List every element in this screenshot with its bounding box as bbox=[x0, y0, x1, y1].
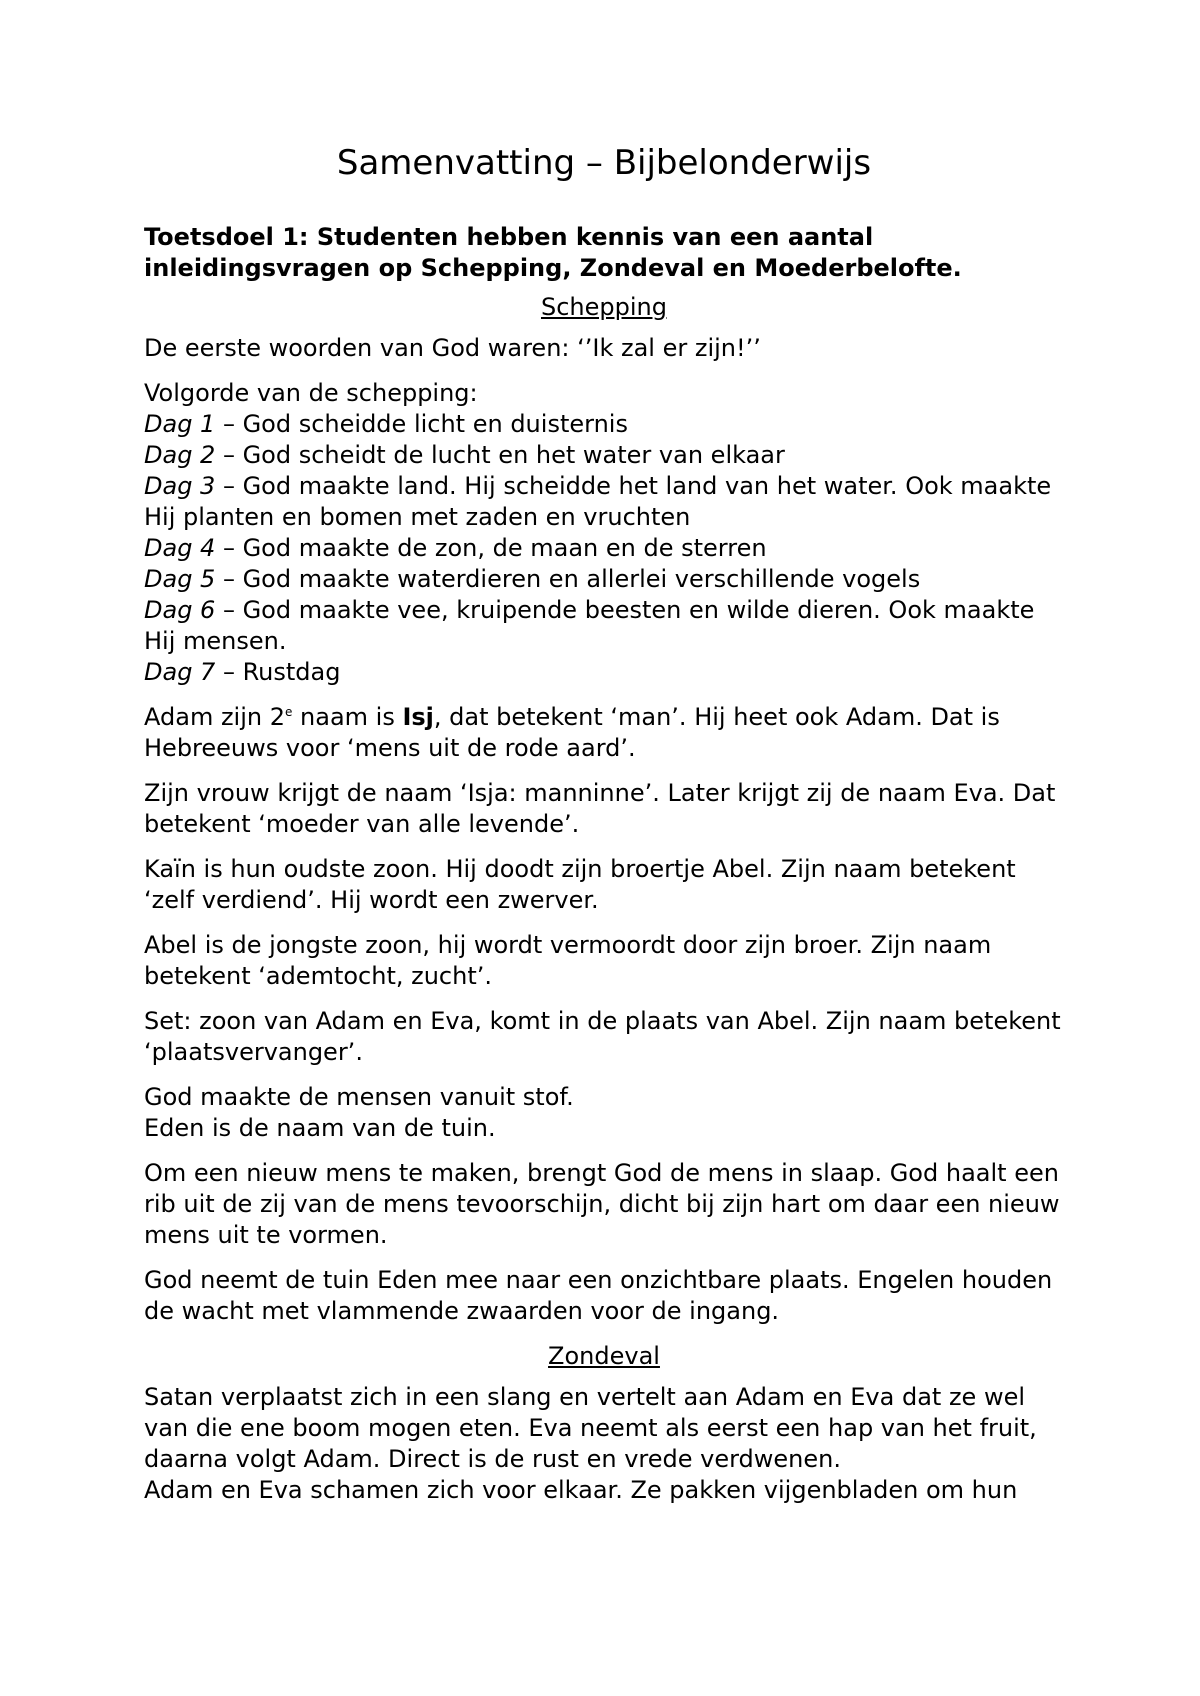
day-item-3 bbox=[144, 471, 1064, 533]
adam-name-isj: Isj bbox=[402, 703, 434, 731]
adam-superscript: e bbox=[285, 705, 293, 719]
section-heading-schepping: Schepping bbox=[541, 293, 667, 321]
adam-text-c: , dat betekent ‘man’. Hij heet ook Adam. Dat is Hebreeuws voor ‘mens uit de rode aard’. bbox=[144, 703, 1000, 762]
paragraph-first-words: De eerste woorden van God waren: ‘’Ik zal er zijn!’’ bbox=[144, 334, 761, 362]
day-label: Dag 3 bbox=[144, 472, 216, 500]
toetsdoel-heading: Toetsdoel 1: Studenten hebben kennis van een aantal inleidingsvragen op Schepping, Zondeval en Moederbelofte. bbox=[144, 223, 962, 282]
day-text: – God scheidt de lucht en het water van elkaar bbox=[215, 441, 785, 469]
creation-order-list bbox=[144, 378, 1064, 688]
day-item-1 bbox=[144, 409, 1064, 440]
paragraph-abel: Abel is de jongste zoon, hij wordt vermoordt door zijn broer. Zijn naam betekent ‘ademtocht, zucht’. bbox=[144, 931, 992, 990]
line-satan: Satan verplaatst zich in een slang en vertelt aan Adam en Eva dat ze wel van die ene boom mogen eten. Eva neemt als eerst een hap van het fruit, daarna volgt Adam. Direct is de rust en vrede verdwenen. bbox=[144, 1383, 1037, 1473]
day-label: Dag 1 bbox=[144, 410, 216, 438]
day-item-4 bbox=[144, 533, 1064, 564]
paragraph-rib: Om een nieuw mens te maken, brengt God de mens in slaap. God haalt een rib uit de zij van de mens tevoorschijn, dicht bij zijn hart om daar een nieuw mens uit te vormen. bbox=[144, 1159, 1060, 1249]
line-schamen: Adam en Eva schamen zich voor elkaar. Ze pakken vijgenbladen om hun bbox=[144, 1476, 1018, 1504]
creation-order-intro: Volgorde van de schepping: bbox=[144, 379, 478, 407]
line-eden: Eden is de naam van de tuin. bbox=[144, 1114, 496, 1142]
paragraph-kain: Kaïn is hun oudste zoon. Hij doodt zijn broertje Abel. Zijn naam betekent ‘zelf verdiend’. Hij wordt een zwerver. bbox=[144, 855, 1016, 914]
day-text: – God maakte vee, kruipende beesten en wilde dieren. Ook maakte Hij mensen. bbox=[144, 596, 1035, 655]
day-text: – God maakte land. Hij scheidde het land van het water. Ook maakte Hij planten en bomen met zaden en vruchten bbox=[144, 472, 1052, 531]
day-label: Dag 5 bbox=[144, 565, 216, 593]
paragraph-stof-eden bbox=[144, 1082, 1064, 1144]
paragraph-tuin: God neemt de tuin Eden mee naar een onzichtbare plaats. Engelen houden de wacht met vlammende zwaarden voor de ingang. bbox=[144, 1266, 1053, 1325]
day-label: Dag 2 bbox=[144, 441, 216, 469]
paragraph-adam bbox=[144, 702, 1064, 764]
day-label: Dag 6 bbox=[144, 596, 216, 624]
adam-text-a: Adam zijn 2 bbox=[144, 703, 285, 731]
day-item-6 bbox=[144, 595, 1064, 657]
day-item-2 bbox=[144, 440, 1064, 471]
paragraph-set: Set: zoon van Adam en Eva, komt in de plaats van Abel. Zijn naam betekent ‘plaatsvervanger’. bbox=[144, 1007, 1061, 1066]
document-title: Samenvatting – Bijbelonderwijs bbox=[336, 143, 872, 183]
paragraph-isja: Zijn vrouw krijgt de naam ‘Isja: manninne’. Later krijgt zij de naam Eva. Dat betekent ‘moeder van alle levende’. bbox=[144, 779, 1056, 838]
day-text: – God maakte waterdieren en allerlei verschillende vogels bbox=[215, 565, 921, 593]
section-heading-zondeval: Zondeval bbox=[548, 1342, 660, 1370]
line-stof: God maakte de mensen vanuit stof. bbox=[144, 1083, 574, 1111]
day-item-5 bbox=[144, 564, 1064, 595]
day-label: Dag 4 bbox=[144, 534, 216, 562]
day-label: Dag 7 bbox=[144, 658, 216, 686]
day-text: – Rustdag bbox=[215, 658, 341, 686]
day-text: – God scheidde licht en duisternis bbox=[215, 410, 628, 438]
paragraph-zondeval bbox=[144, 1382, 1064, 1506]
document-page bbox=[144, 140, 1064, 1520]
day-item-7 bbox=[144, 657, 1064, 688]
day-text: – God maakte de zon, de maan en de sterren bbox=[215, 534, 767, 562]
adam-text-b: naam is bbox=[292, 703, 403, 731]
